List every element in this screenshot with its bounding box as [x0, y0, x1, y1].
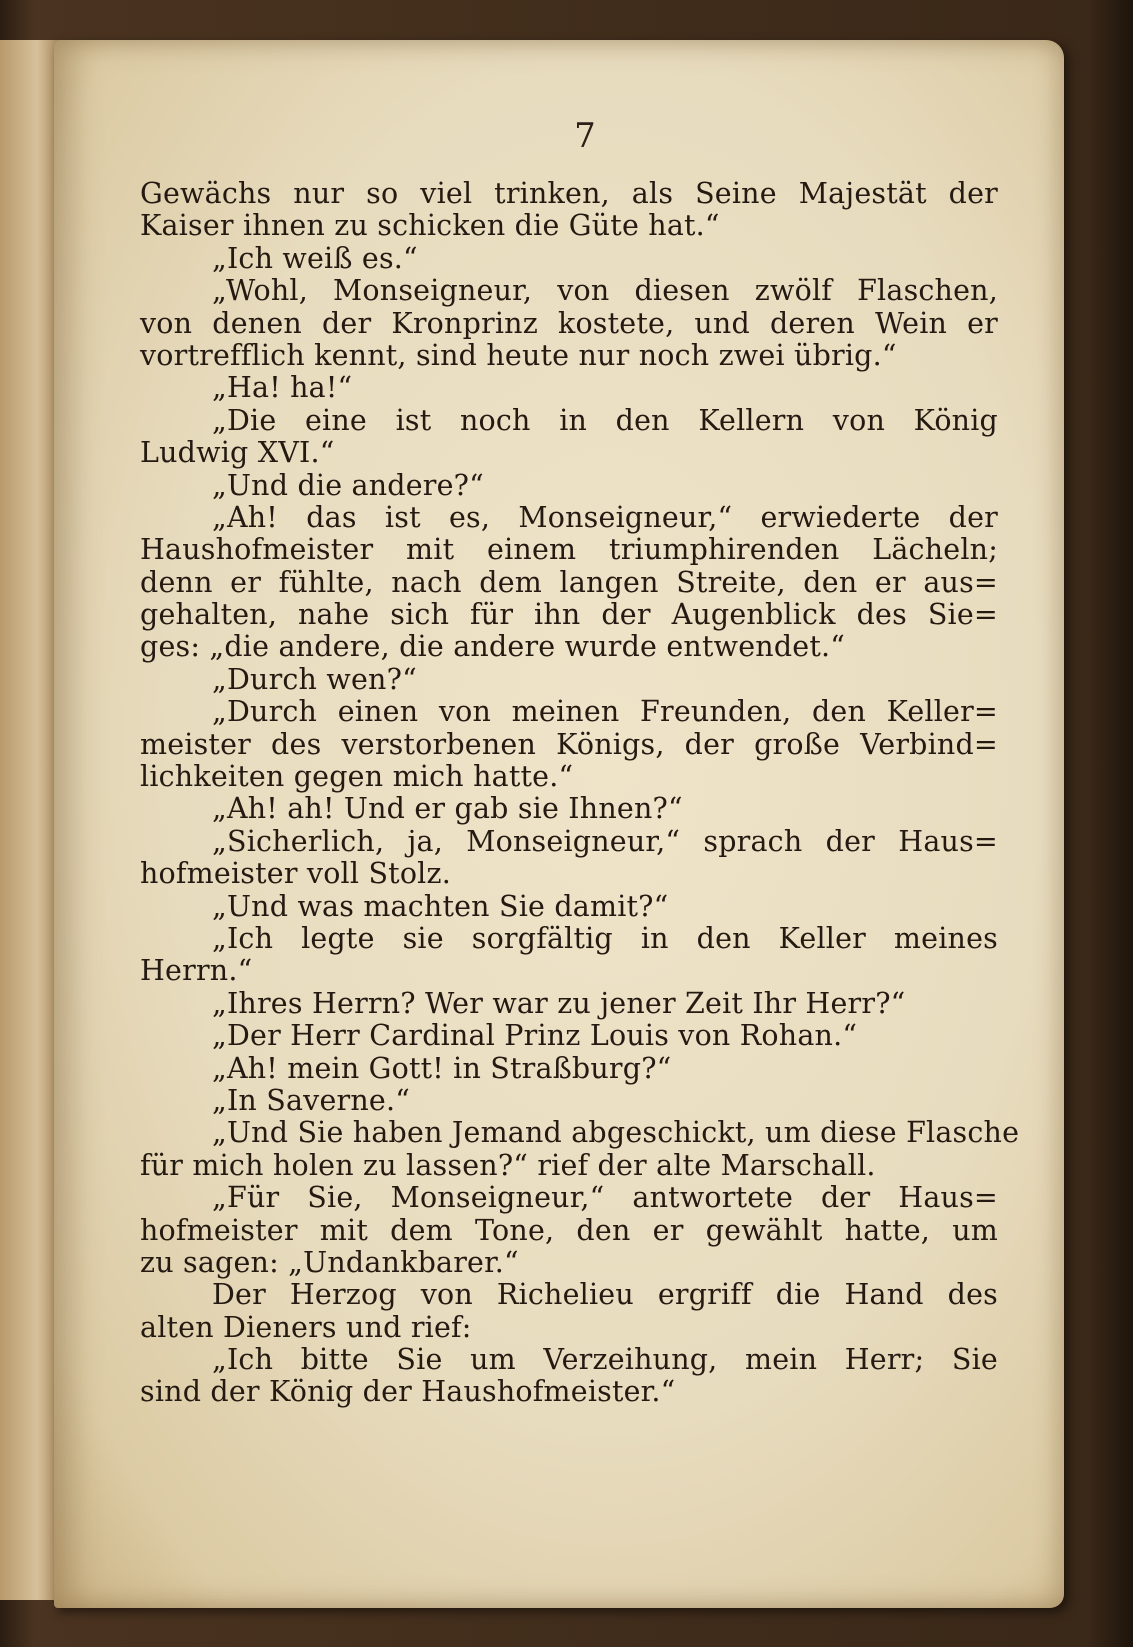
text-line: von denen der Kronprinz kostete, und deren Wein er — [140, 306, 998, 340]
text-line: „Ich weiß es.“ — [212, 241, 418, 275]
text-line: „Ah! ah! Und er gab sie Ihnen?“ — [212, 792, 683, 826]
text-line: „Wohl, Monseigneur, von diesen zwölf Flaschen, — [212, 274, 998, 308]
text-line: „Und Sie haben Jemand abgeschickt, um diese Flasche — [212, 1116, 1020, 1150]
text-line: hofmeister voll Stolz. — [140, 857, 451, 891]
text-line: für mich holen zu lassen?“ rief der alte Marschall. — [140, 1148, 876, 1182]
text-line: „Ich legte sie sorgfältig in den Keller meines — [212, 921, 998, 955]
text-line: Der Herzog von Richelieu ergriff die Hand des — [212, 1278, 998, 1312]
text-line: „In Saverne.“ — [212, 1083, 410, 1117]
text-line: Kaiser ihnen zu schicken die Güte hat.“ — [140, 209, 720, 243]
text-line: „Sicherlich, ja, Monseigneur,“ sprach der Haus= — [212, 824, 998, 858]
text-line: hofmeister mit dem Tone, den er gewählt hatte, um — [140, 1213, 998, 1247]
text-line: Herrn.“ — [140, 954, 253, 988]
text-line: „Durch einen von meinen Freunden, den Keller= — [212, 695, 998, 729]
text-line: denn er fühlte, nach dem langen Streite, den er aus= — [140, 565, 998, 599]
text-line: lichkeiten gegen mich hatte.“ — [140, 760, 574, 794]
book-page — [54, 40, 1064, 1608]
text-line: „Ah! mein Gott! in Straßburg?“ — [212, 1051, 672, 1085]
text-line: „Die eine ist noch in den Kellern von König — [212, 403, 998, 437]
text-line: Ludwig XVI.“ — [140, 436, 335, 470]
text-line: „Für Sie, Monseigneur,“ antwortete der Haus= — [212, 1181, 998, 1215]
text-line: „Ha! ha!“ — [212, 371, 353, 405]
text-line: ges: „die andere, die andere wurde entwendet.“ — [140, 630, 846, 664]
text-line: alten Dieners und rief: — [140, 1310, 472, 1344]
text-line: „Und was machten Sie damit?“ — [212, 889, 669, 923]
text-line: „Und die andere?“ — [212, 468, 484, 502]
page-number: 7 — [574, 116, 596, 156]
text-line: „Ich bitte Sie um Verzeihung, mein Herr; Sie — [212, 1343, 998, 1377]
text-line: „Ihres Herrn? Wer war zu jener Zeit Ihr Herr?“ — [212, 986, 906, 1020]
text-line: sind der König der Haushofmeister.“ — [140, 1375, 676, 1409]
text-line: gehalten, nahe sich für ihn der Augenblick des Sie= — [140, 598, 998, 632]
page-text — [140, 177, 1020, 1409]
text-line: zu sagen: „Undankbarer.“ — [140, 1245, 519, 1279]
text-line: „Ah! das ist es, Monseigneur,“ erwiederte der — [212, 500, 998, 534]
text-line: vortrefflich kennt, sind heute nur noch zwei übrig.“ — [140, 338, 897, 372]
text-line: Haushofmeister mit einem triumphirenden Lächeln; — [140, 533, 998, 567]
text-line: meister des verstorbenen Königs, der große Verbind= — [140, 727, 998, 761]
text-line: „Durch wen?“ — [212, 662, 417, 696]
text-line: Gewächs nur so viel trinken, als Seine Majestät der — [140, 177, 998, 210]
text-line: „Der Herr Cardinal Prinz Louis von Rohan.“ — [212, 1019, 858, 1053]
